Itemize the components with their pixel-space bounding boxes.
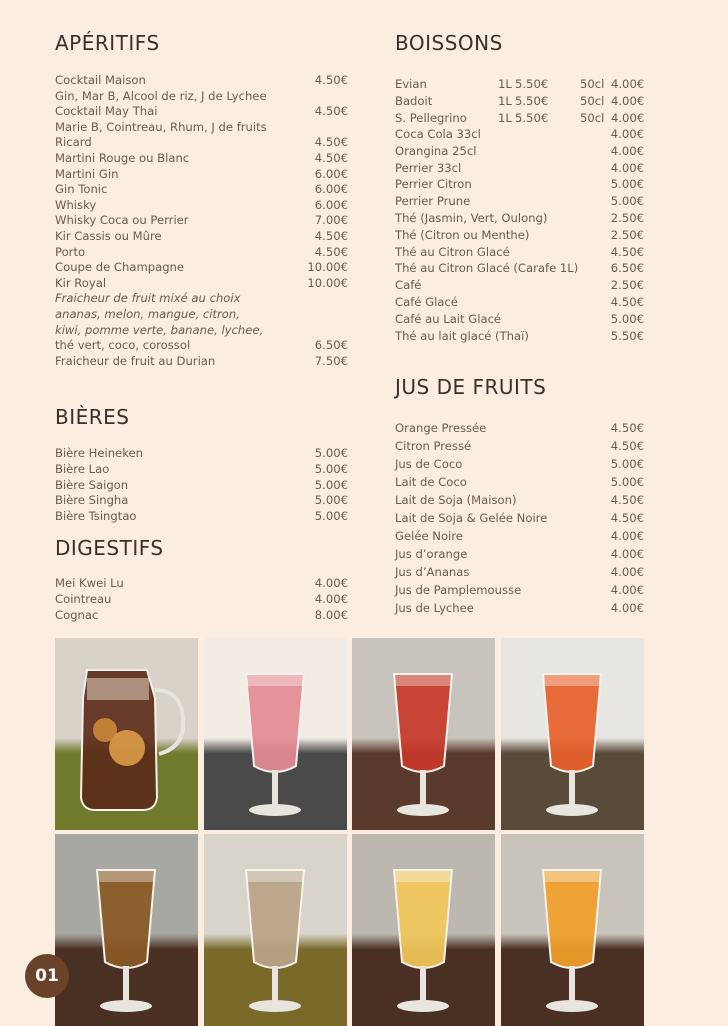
menu-item-name: Café Glacé (395, 294, 458, 309)
menu-item-name: Thé (Jasmin, Vert, Oulong) (395, 210, 548, 225)
menu-item-name: Bière Singha (55, 493, 129, 508)
menu-item (395, 529, 644, 547)
water-item-price1: 5.50€ (515, 77, 549, 91)
menu-item-price: 4.00€ (610, 547, 644, 561)
menu-item-price: 5.00€ (314, 446, 348, 460)
orange-cocktail-photo (501, 638, 644, 830)
menu-item (55, 120, 348, 136)
menu-item (395, 511, 644, 529)
menu-item-name: Gin, Mar B, Alcool de riz, J de Lychee (55, 88, 267, 103)
menu-item-name: Mei Kwei Lu (55, 576, 124, 590)
menu-item-price: 5.00€ (314, 493, 348, 508)
menu-item-price: 6.00€ (314, 182, 348, 197)
boissons-list (395, 127, 644, 345)
water-item-price2: 4.00€ (611, 111, 645, 125)
pineapple-juice-photo (352, 834, 495, 1026)
menu-item-price: 5.00€ (314, 509, 348, 524)
menu-item (395, 194, 644, 211)
bieres-title: BIÈRES (55, 405, 130, 429)
jelly-drink-photo (352, 638, 495, 830)
menu-item-price: 10.00€ (307, 275, 348, 290)
menu-item (395, 245, 644, 262)
menu-item-price: 5.00€ (314, 477, 348, 492)
menu-item (55, 182, 348, 198)
water-item-size1: 1L (498, 111, 512, 125)
menu-item-price: 4.50€ (314, 104, 348, 119)
menu-item-price: 2.50€ (610, 278, 644, 293)
menu-item (55, 291, 348, 307)
menu-item-price: 4.50€ (314, 73, 348, 87)
menu-item-price: 4.00€ (610, 601, 644, 615)
menu-item (395, 161, 644, 178)
menu-item-name: Thé au Citron Glacé (395, 244, 510, 259)
menu-item (55, 229, 348, 245)
menu-item-name: Jus de Coco (395, 457, 463, 471)
aperitifs-list (55, 73, 348, 369)
jus-list (395, 421, 644, 619)
menu-item-name: Bière Lao (55, 461, 110, 476)
menu-item (395, 278, 644, 295)
menu-item (55, 245, 348, 261)
menu-item-name: Perrier Prune (395, 194, 471, 209)
menu-item-name: Bière Heineken (55, 446, 143, 460)
menu-item-price: 4.00€ (610, 565, 644, 579)
water-item (395, 77, 644, 94)
menu-item (55, 104, 348, 120)
jus-title: JUS DE FRUITS (395, 375, 547, 399)
menu-item-name: Cocktail Maison (55, 73, 146, 87)
menu-item (55, 509, 348, 525)
menu-item-name: Marie B, Cointreau, Rhum, J de fruits (55, 119, 267, 134)
menu-item-price: 4.50€ (610, 421, 644, 435)
boissons-waters (395, 77, 644, 128)
menu-item (395, 261, 644, 278)
digestifs-title: DIGESTIFS (55, 536, 164, 560)
menu-item-name: Jus d’Ananas (395, 565, 470, 579)
menu-item-price: 5.00€ (610, 457, 644, 471)
digestifs-list (55, 576, 348, 624)
menu-item (55, 167, 348, 183)
menu-item-price: 4.00€ (610, 143, 644, 158)
menu-item (395, 493, 644, 511)
water-item-size2: 50cl (580, 94, 605, 108)
menu-item-name: Ricard (55, 135, 92, 150)
boissons-title: BOISSONS (395, 31, 503, 55)
menu-item-price: 4.50€ (610, 493, 644, 507)
menu-item-name: Bière Tsingtao (55, 509, 137, 524)
menu-item-price: 2.50€ (610, 210, 644, 225)
menu-item-price: 5.00€ (610, 475, 644, 489)
menu-item-name: Thé au lait glacé (Thaï) (395, 328, 529, 343)
menu-item (395, 457, 644, 475)
menu-item-name: Citron Pressé (395, 439, 472, 453)
menu-item (395, 601, 644, 619)
water-item-price2: 4.00€ (611, 77, 645, 91)
menu-item-name: ananas, melon, mangue, citron, (55, 306, 240, 321)
menu-item (55, 260, 348, 276)
menu-item (395, 127, 644, 144)
menu-item-price: 4.00€ (610, 160, 644, 175)
menu-item-name: Cointreau (55, 592, 112, 606)
iced-tea-carafe-photo (55, 638, 198, 830)
menu-item-name: Bière Saigon (55, 477, 129, 492)
menu-item-price: 4.50€ (610, 511, 644, 525)
water-item-name: Badoit (395, 94, 433, 108)
menu-item-name: Coupe de Champagne (55, 260, 185, 275)
menu-item-name: Perrier 33cl (395, 160, 462, 175)
water-item-price1: 5.50€ (515, 94, 549, 108)
menu-item (395, 565, 644, 583)
menu-item-price: 4.50€ (610, 294, 644, 309)
menu-item-name: Perrier Citron (395, 177, 472, 192)
menu-item-name: Lait de Coco (395, 475, 467, 489)
menu-item-name: Café au Lait Glacé (395, 311, 502, 326)
menu-item-price: 5.00€ (610, 194, 644, 209)
menu-item-price: 4.00€ (610, 583, 644, 597)
water-item-size2: 50cl (580, 77, 605, 91)
water-item-size1: 1L (498, 77, 512, 91)
menu-item (55, 576, 348, 592)
mango-juice-photo (501, 834, 644, 1026)
menu-item (395, 475, 644, 493)
menu-item-price: 4.00€ (314, 592, 348, 606)
menu-item-name: Fraicheur de fruit au Durian (55, 353, 216, 368)
menu-item (395, 177, 644, 194)
water-item-size2: 50cl (580, 111, 605, 125)
menu-item (395, 439, 644, 457)
menu-item-name: Cognac (55, 608, 99, 622)
water-item (395, 111, 644, 128)
iced-tea-glass-photo (55, 834, 198, 1026)
menu-item-name: Kir Royal (55, 275, 107, 290)
water-item-name: Evian (395, 77, 427, 91)
menu-item-price: 6.50€ (314, 338, 348, 353)
menu-item-price: 4.50€ (314, 135, 348, 150)
menu-item (55, 592, 348, 608)
menu-item-name: thé vert, coco, corossol (55, 338, 191, 353)
menu-item-name: Thé (Citron ou Menthe) (395, 227, 530, 242)
water-item-name: S. Pellegrino (395, 111, 467, 125)
menu-item-price: 2.50€ (610, 227, 644, 242)
menu-item-name: Fraicheur de fruit mixé au choix (55, 291, 241, 306)
water-item (395, 94, 644, 111)
menu-item (55, 493, 348, 509)
menu-item-price: 4.50€ (610, 244, 644, 259)
menu-item (55, 89, 348, 105)
menu-item-name: Lait de Soja & Gelée Noire (395, 511, 548, 525)
menu-item-price: 4.50€ (610, 439, 644, 453)
menu-item-name: Martini Rouge ou Blanc (55, 150, 190, 165)
menu-item-name: Martini Gin (55, 166, 119, 181)
page-number: 01 (25, 954, 69, 998)
menu-item-name: Kir Cassis ou Mûre (55, 228, 162, 243)
menu-item-name: Whisky (55, 197, 97, 212)
menu-item-name: Lait de Soja (Maison) (395, 493, 517, 507)
menu-item-name: Gelée Noire (395, 529, 463, 543)
menu-item-price: 4.50€ (314, 150, 348, 165)
menu-item-name: Jus de Pamplemousse (395, 583, 522, 597)
menu-item-price: 5.50€ (610, 328, 644, 343)
menu-item (55, 608, 348, 624)
menu-item-price: 7.50€ (314, 353, 348, 368)
menu-item (395, 547, 644, 565)
menu-item (395, 329, 644, 346)
menu-item (55, 213, 348, 229)
menu-item-price: 6.00€ (314, 166, 348, 181)
menu-item (395, 421, 644, 439)
menu-item-price: 7.00€ (314, 213, 348, 228)
menu-item-price: 5.00€ (314, 461, 348, 476)
menu-item (395, 312, 644, 329)
menu-item (395, 295, 644, 312)
menu-item (55, 276, 348, 292)
menu-item (395, 211, 644, 228)
pink-drink-photo (204, 638, 347, 830)
menu-item-price: 8.00€ (314, 608, 348, 622)
menu-item-name: Porto (55, 244, 86, 259)
menu-item (395, 144, 644, 161)
soy-jelly-drink-photo (204, 834, 347, 1026)
menu-item-name: kiwi, pomme verte, banane, lychee, (55, 322, 264, 337)
menu-item (55, 478, 348, 494)
menu-item-price: 5.00€ (610, 311, 644, 326)
menu-item (55, 446, 348, 462)
menu-item-name: Café (395, 278, 422, 293)
water-item-price2: 4.00€ (611, 94, 645, 108)
water-item-size1: 1L (498, 94, 512, 108)
menu-item (55, 462, 348, 478)
menu-item-price: 5.00€ (610, 177, 644, 192)
menu-item-price: 4.00€ (314, 576, 348, 590)
menu-item (395, 583, 644, 601)
menu-item (55, 73, 348, 89)
menu-item-name: Orange Pressée (395, 421, 487, 435)
menu-item-price: 6.00€ (314, 197, 348, 212)
menu-item (55, 354, 348, 370)
menu-item-price: 10.00€ (307, 260, 348, 275)
menu-item-price: 4.50€ (314, 228, 348, 243)
menu-item-name: Cocktail May Thai (55, 104, 158, 119)
menu-item (55, 307, 348, 323)
menu-item (55, 338, 348, 354)
menu-item-price: 4.00€ (610, 127, 644, 141)
water-item-price1: 5.50€ (515, 111, 549, 125)
menu-item-name: Orangina 25cl (395, 143, 477, 158)
menu-item (55, 198, 348, 214)
menu-item-name: Jus de Lychee (395, 601, 474, 615)
aperitifs-title: APÉRITIFS (55, 31, 160, 55)
menu-item-name: Coca Cola 33cl (395, 127, 481, 141)
menu-item-name: Gin Tonic (55, 182, 108, 197)
menu-item-name: Jus d’orange (395, 547, 468, 561)
menu-item-price: 6.50€ (610, 261, 644, 276)
menu-item-price: 4.50€ (314, 244, 348, 259)
menu-item (55, 323, 348, 339)
menu-item-price: 4.00€ (610, 529, 644, 543)
bieres-list (55, 446, 348, 525)
menu-item-name: Thé au Citron Glacé (Carafe 1L) (395, 261, 579, 276)
menu-item (395, 228, 644, 245)
menu-item (55, 151, 348, 167)
menu-item-name: Whisky Coca ou Perrier (55, 213, 189, 228)
menu-item (55, 135, 348, 151)
